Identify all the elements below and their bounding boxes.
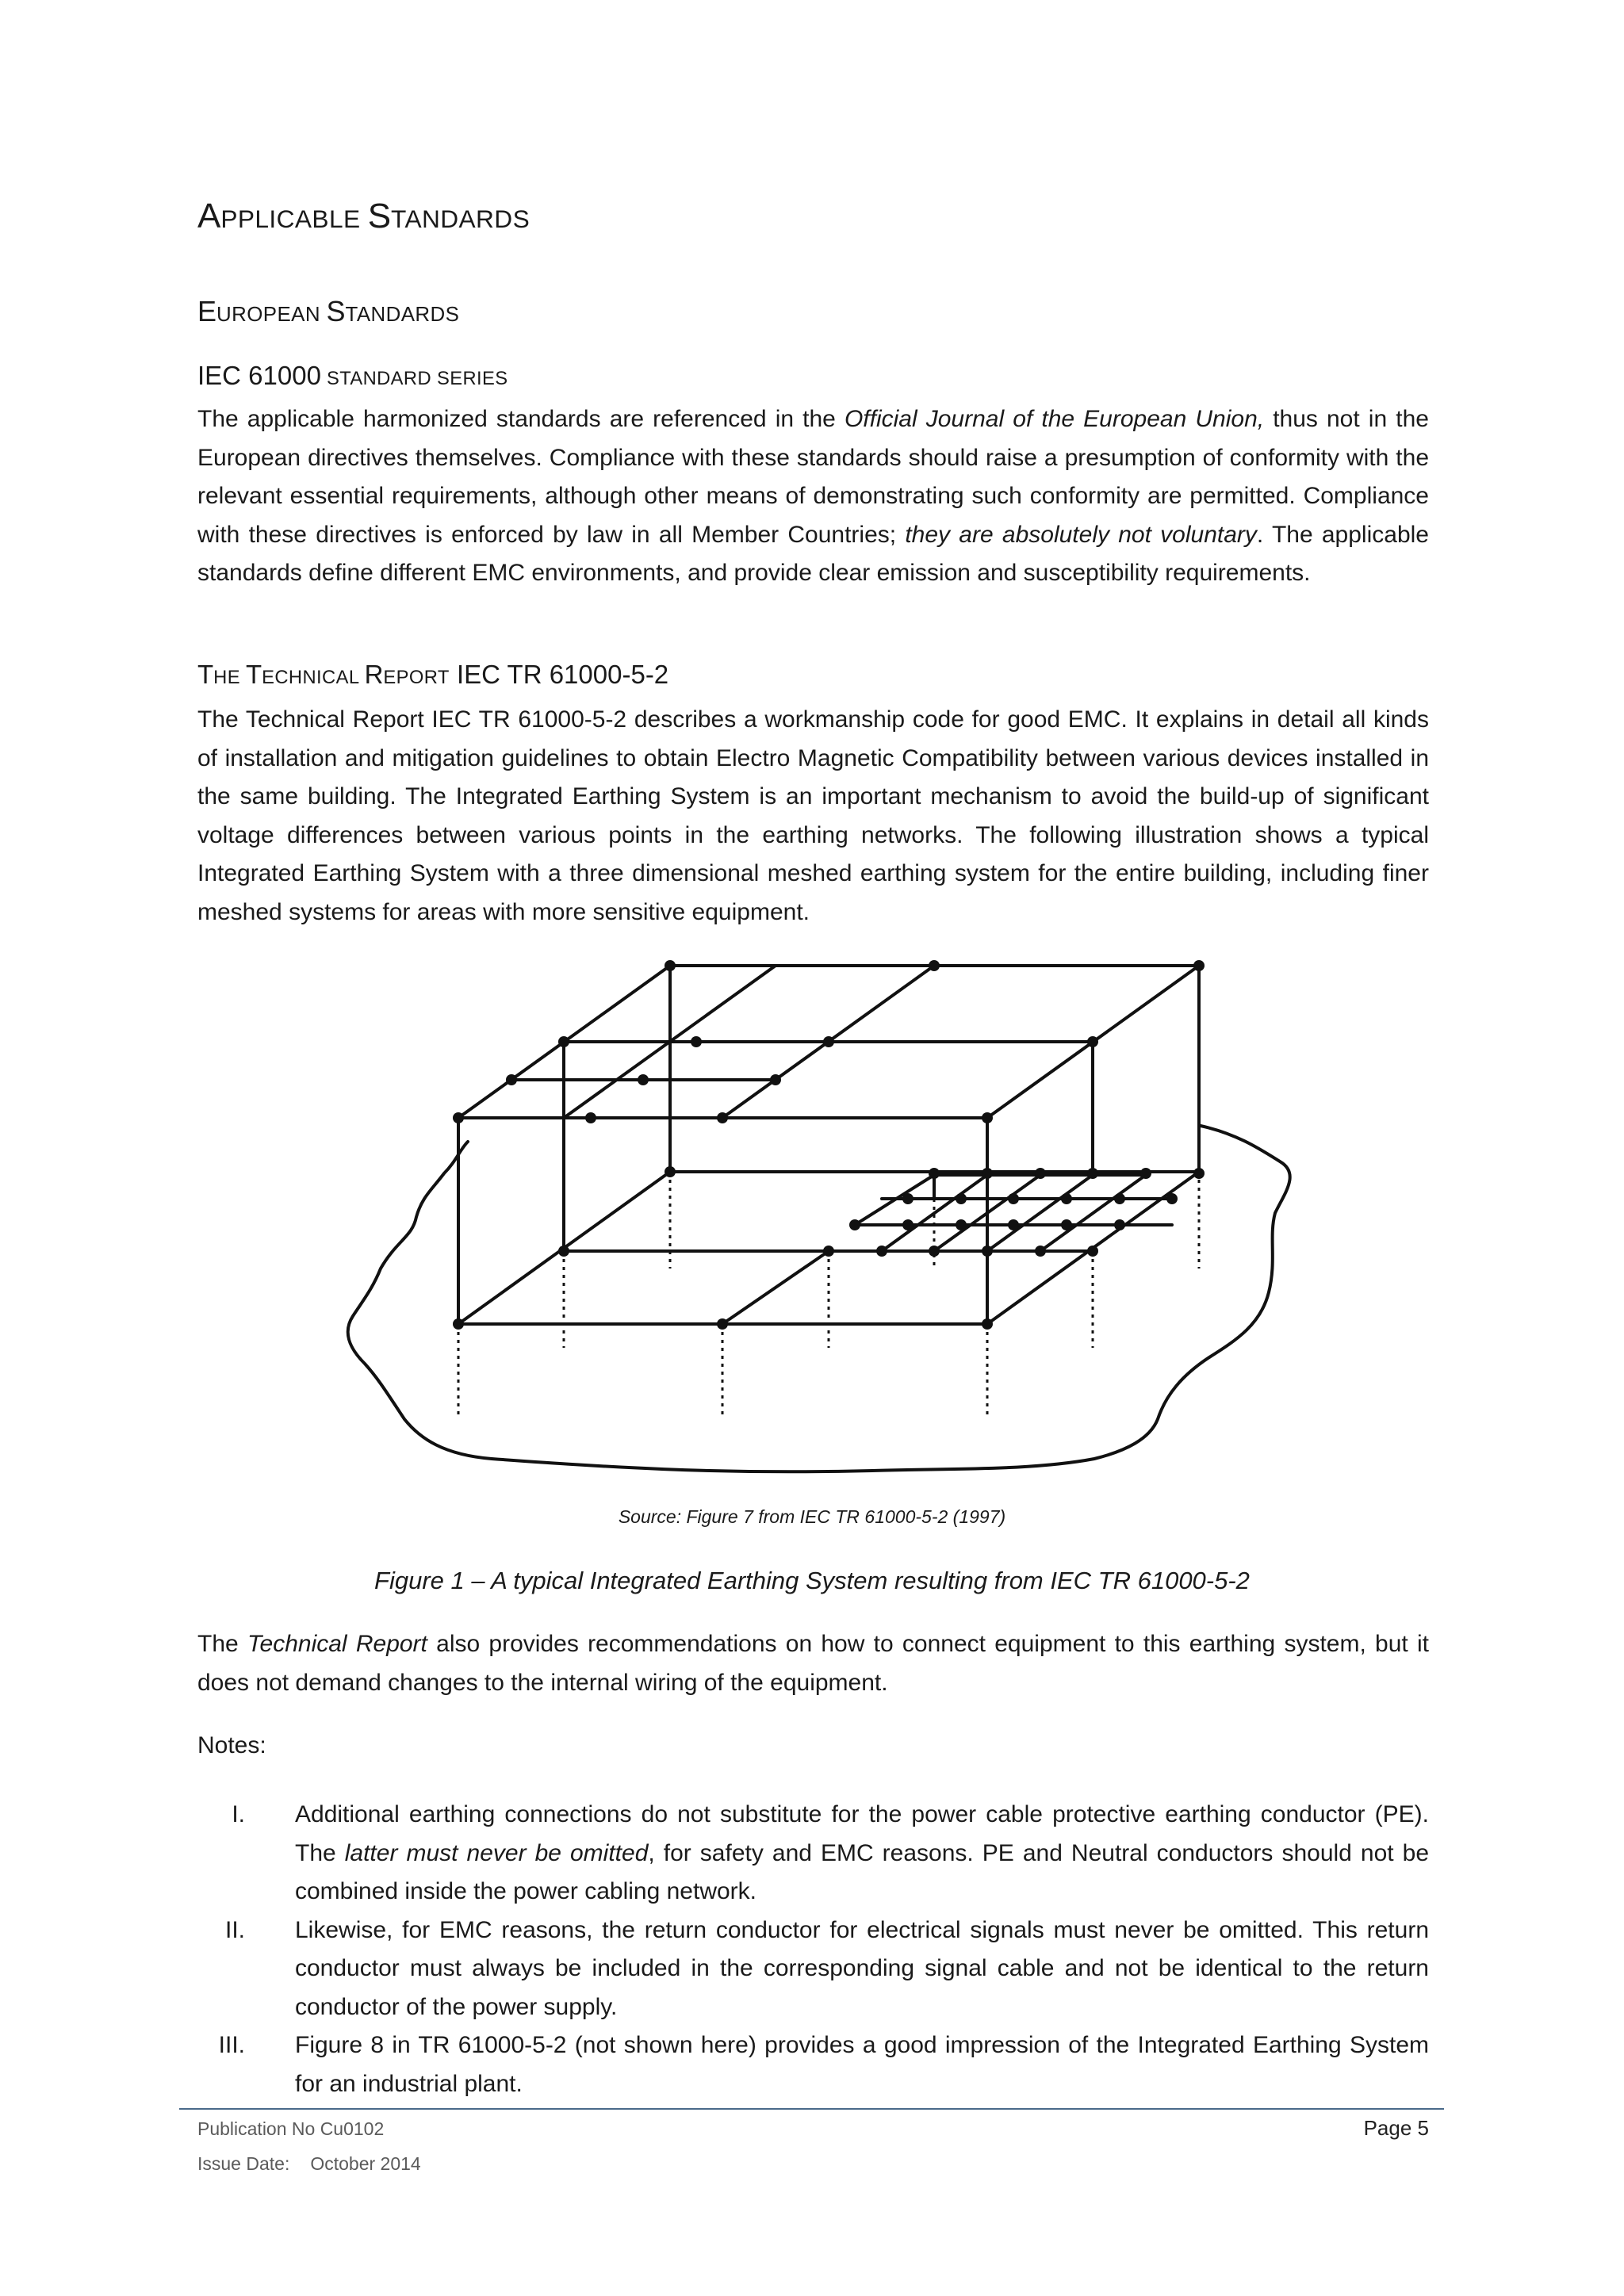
note-item: I. Additional earthing connections do not substitute for the power cable protective earthing conductor (PE). The latter must never be omitted, for safety and EMC reasons. PE and Neutral conductors should not be combined inside the power cabling network. [197,1796,1429,1911]
subsection-heading-technical-report: THE TECHNICAL REPORT IEC TR 61000-5-2 [197,660,669,689]
subsection-heading-iec-61000: IEC 61000 STANDARD SERIES [197,361,508,390]
figure-caption: Figure 1 – A typical Integrated Earthing System resulting from IEC TR 61000-5-2 [374,1567,1250,1594]
note-number: II. [224,1916,245,1943]
note-item: III. Figure 8 in TR 61000-5-2 (not shown here) provides a good impression of the Integrated Earthing System for an industrial plant. [197,2026,1429,2103]
figure-source: Source: Figure 7 from IEC TR 61000-5-2 (1997) [618,1506,1006,1527]
note-item: II. Likewise, for EMC reasons, the return conductor for electrical signals must never be omitted. This return conductor must always be included in the corresponding signal cable and not be identical to the return conductor of the power supply. [197,1911,1429,2027]
notes-label: Notes: [197,1732,266,1758]
footer-publication: Publication No Cu0102 [197,2118,385,2139]
paragraph-iec-61000: The applicable harmonized standards are referenced in the Official Journal of the European Union, thus not in the European directives themselves. Compliance with these standards should raise a presumption of conformity with the relevant essential requirements, although other means of demonstrating such conformity are permitted. Compliance with these directives is enforced by law in all Member Countries; they are absolutely not voluntary. The applicable standards define different EMC environments, and provide clear emission and susceptibility requirements. [197,406,1429,586]
page-number: Page 5 [1363,2116,1429,2140]
note-number: III. [218,2032,245,2058]
footer-issue-date: Issue Date: October 2014 [197,2153,421,2174]
notes-list [197,1796,1429,2103]
page-title: APPLICABLE STANDARDS [197,197,530,235]
paragraph-recommendations: The Technical Report also provides recommendations on how to connect equipment to this earthing system, but it does not demand changes to the internal wiring of the equipment. [197,1631,1429,1696]
integrated-earthing-system-figure [333,951,1316,1483]
note-number: I. [232,1801,245,1827]
paragraph-technical-report: The Technical Report IEC TR 61000-5-2 describes a workmanship code for good EMC. It explains in detail all kinds of installation and mitigation guidelines to obtain Electro Magnetic Compatibility between various devices installed in the same building. The Integrated Earthing System is an important mechanism to avoid the build-up of significant voltage differences between various points in the earthing networks. The following illustration shows a typical Integrated Earthing System with a three dimensional meshed earthing system for the entire building, including finer meshed systems for areas with more sensitive equipment. [197,706,1429,925]
section-heading-european-standards: EUROPEAN STANDARDS [197,295,460,327]
footer-rule [179,2108,1444,2110]
